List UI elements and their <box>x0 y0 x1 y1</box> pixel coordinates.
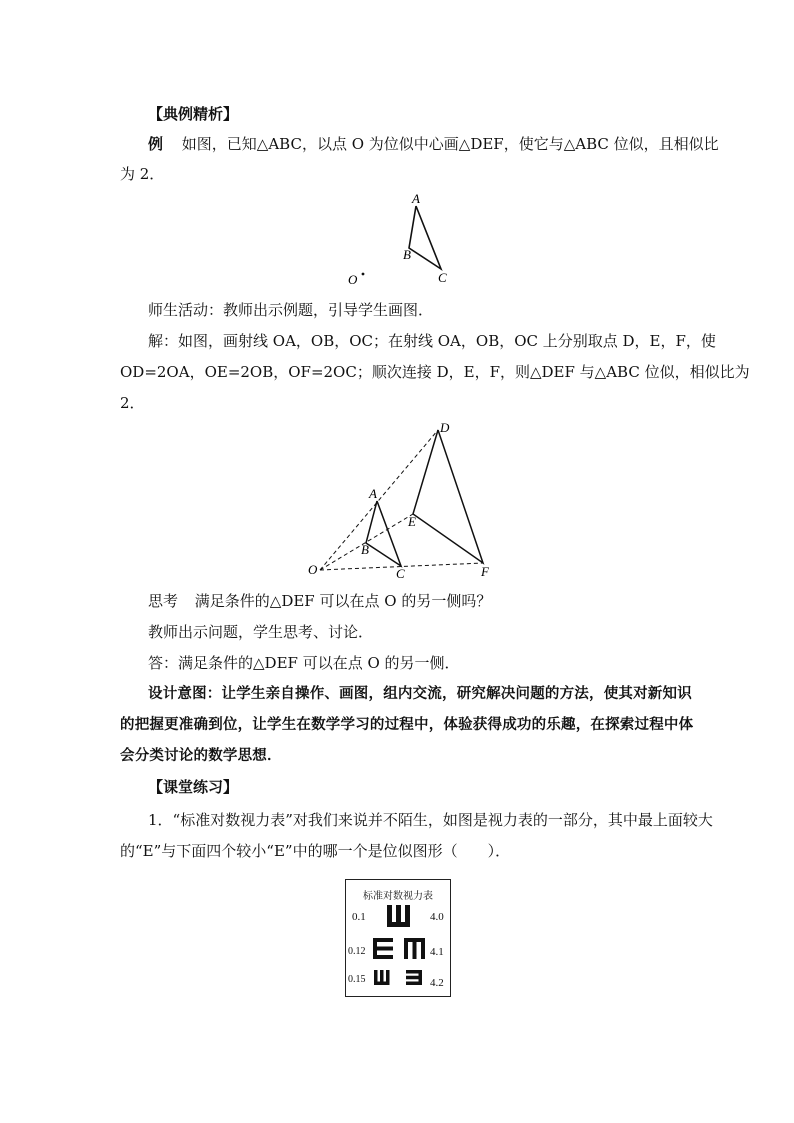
large-e-icon <box>387 905 410 927</box>
triangle-abc <box>409 206 441 269</box>
example-text-1: 如图，已知△ABC，以点 O 为位似中心画△DEF，使它与△ABC 位似，且相似比 <box>181 135 719 153</box>
section-title-practice: 【课堂练习】 <box>148 778 239 796</box>
label-o: O <box>348 272 358 287</box>
design-line-3: 会分类讨论的数学思想． <box>120 747 282 764</box>
row3-left: 0.15 <box>348 974 366 985</box>
point-o <box>362 273 365 276</box>
design-line-2: 的把握更准确到位，让学生在数学学习的过程中，体验获得成功的乐趣，在探索过程中体 <box>120 716 694 733</box>
row2-right: 4.1 <box>430 946 444 958</box>
label-c2: C <box>396 566 405 581</box>
figure-triangle-abc <box>330 188 470 288</box>
think-line <box>148 591 491 611</box>
label-o2: O <box>308 562 318 577</box>
smaller-e-up-icon <box>374 970 390 985</box>
section-title-examples: 【典例精析】 <box>148 105 239 123</box>
think-label: 思考 <box>148 592 179 610</box>
teacher-question: 教师出示问题，学生思考、讨论． <box>148 623 374 641</box>
solution-line-3: 2． <box>120 394 145 412</box>
label-d: D <box>440 420 450 435</box>
label-a: A <box>412 191 420 206</box>
example-label: 例 <box>148 135 164 153</box>
small-e-down-icon <box>404 938 425 959</box>
triangle-abc-small <box>366 501 401 566</box>
example-line-2: 为 2． <box>120 165 165 183</box>
exercise-line-1: 1．“标准对数视力表”对我们来说并不陌生，如图是视力表的一部分，其中最上面较大 <box>148 811 713 829</box>
activity-text: 师生活动：教师出示例题，引导学生画图． <box>148 301 434 319</box>
think-text: 满足条件的△DEF 可以在点 O 的另一侧吗？ <box>194 592 492 610</box>
row3-right: 4.2 <box>430 977 444 989</box>
row1-left: 0.1 <box>352 911 366 923</box>
ray-od <box>320 430 438 570</box>
triangle-def <box>413 430 483 563</box>
figure-homothety <box>300 418 500 583</box>
row1-right: 4.0 <box>430 911 444 923</box>
smaller-e-left-icon <box>406 970 422 985</box>
vision-chart-optotypes <box>346 880 452 998</box>
label-f: F <box>481 564 489 579</box>
label-c: C <box>438 270 447 285</box>
solution-line-1: 解：如图，画射线 OA，OB，OC；在射线 OA，OB，OC 上分别取点 D，E，F，使 <box>148 332 716 350</box>
exercise-line-2: 的“E”与下面四个较小“E”中的哪一个是位似图形（ ）． <box>120 842 511 860</box>
row2-left: 0.12 <box>348 946 366 957</box>
answer-text: 答：满足条件的△DEF 可以在点 O 的另一侧． <box>148 654 460 672</box>
small-e-right-icon <box>373 938 393 959</box>
vision-chart <box>345 879 451 997</box>
design-line-1: 设计意图：让学生亲自操作、画图，组内交流，研究解决问题的方法，使其对新知识 <box>148 685 692 702</box>
label-a2: A <box>369 486 377 501</box>
label-b: B <box>403 247 411 262</box>
example-line-1 <box>148 134 719 154</box>
solution-line-2: OD=2OA，OE=2OB，OF=2OC；顺次连接 D，E，F，则△DEF 与△ABC 位似，相似比为 <box>120 363 750 381</box>
label-b2: B <box>361 542 369 557</box>
label-e: E <box>408 514 416 529</box>
vision-chart-title: 标准对数视力表 <box>363 891 433 902</box>
